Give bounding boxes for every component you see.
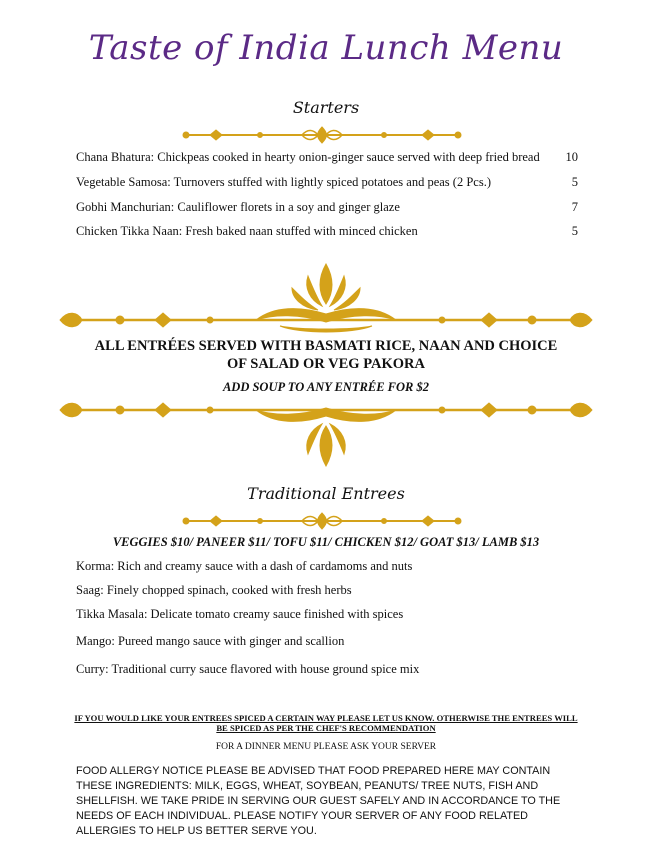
starter-item: [76, 200, 578, 215]
entree-item: Mango: Pureed mango sauce with ginger and scallion: [76, 634, 345, 648]
soup-addon: ADD SOUP TO ANY ENTRÉE FOR $2: [222, 380, 430, 394]
entree-item: Curry: Traditional curry sauce flavored with house ground spice mix: [76, 662, 420, 676]
starter-price: 5: [571, 224, 578, 238]
entree-item: Korma: Rich and creamy sauce with a dash of cardamoms and nuts: [76, 559, 413, 573]
entree-prices: VEGGIES $10/ PANEER $11/ TOFU $11/ CHICKEN $12/ GOAT $13/ LAMB $13: [112, 535, 540, 549]
dinner-note: FOR A DINNER MENU PLEASE ASK YOUR SERVER: [215, 742, 437, 752]
starter-item: [76, 175, 578, 190]
ornate-divider-top: [60, 262, 592, 334]
starter-name: Chicken Tikka Naan: Fresh baked naan stuffed with minced chicken: [76, 224, 418, 238]
traditional-heading: Traditional Entrees: [247, 484, 405, 503]
starter-name: Gobhi Manchurian: Cauliflower florets in a soy and ginger glaze: [76, 200, 400, 214]
spice-note: IF YOU WOULD LIKE YOUR ENTREES SPICED A CERTAIN WAY PLEASE LET US KNOW. OTHERWISE THE ENTREES WILL BE SPICED AS PER THE CHEF'S RECOMMENDATION: [74, 713, 578, 733]
starter-item: [76, 150, 578, 165]
starter-price: 7: [571, 200, 578, 214]
entree-item: Tikka Masala: Delicate tomato creamy sauce finished with spices: [76, 607, 404, 621]
starter-price: 10: [565, 150, 578, 164]
ornate-divider-bottom: [60, 396, 592, 468]
menu-title: Taste of India Lunch Menu: [88, 28, 564, 68]
starter-item: [76, 224, 578, 239]
starter-name: Vegetable Samosa: Turnovers stuffed with lightly spiced potatoes and peas (2 Pcs.): [76, 175, 491, 189]
entree-info-line1: ALL ENTRÉES SERVED WITH BASMATI RICE, NAAN AND CHOICE: [94, 338, 558, 354]
allergy-notice: FOOD ALLERGY NOTICE PLEASE BE ADVISED THAT FOOD PREPARED HERE MAY CONTAIN THESE INGREDIENTS: MILK, EGGS, WHEAT, SOYBEAN, PEANUTS/ TREE NUTS, FISH AND SHELLFISH. WE TAKE PRIDE IN SERVING OUR GUEST SAFELY AND IN ACCORDANCE TO THE NEEDS OF EACH INDIVIDUAL. PLEASE NOTIFY YOUR SERVER OF ANY FOOD RELATED ALLERGIES TO HELP US BETTER SERVE YOU.: [76, 765, 561, 837]
starters-heading: Starters: [292, 98, 360, 117]
traditional-divider: [180, 510, 464, 532]
starter-name: Chana Bhatura: Chickpeas cooked in hearty onion-ginger sauce served with deep fried bread: [76, 150, 540, 164]
entree-info-line2: OF SALAD OR VEG PAKORA: [227, 356, 425, 372]
entree-item: Saag: Finely chopped spinach, cooked with fresh herbs: [76, 583, 352, 597]
starter-price: 5: [571, 175, 578, 189]
starters-divider: [180, 124, 464, 146]
